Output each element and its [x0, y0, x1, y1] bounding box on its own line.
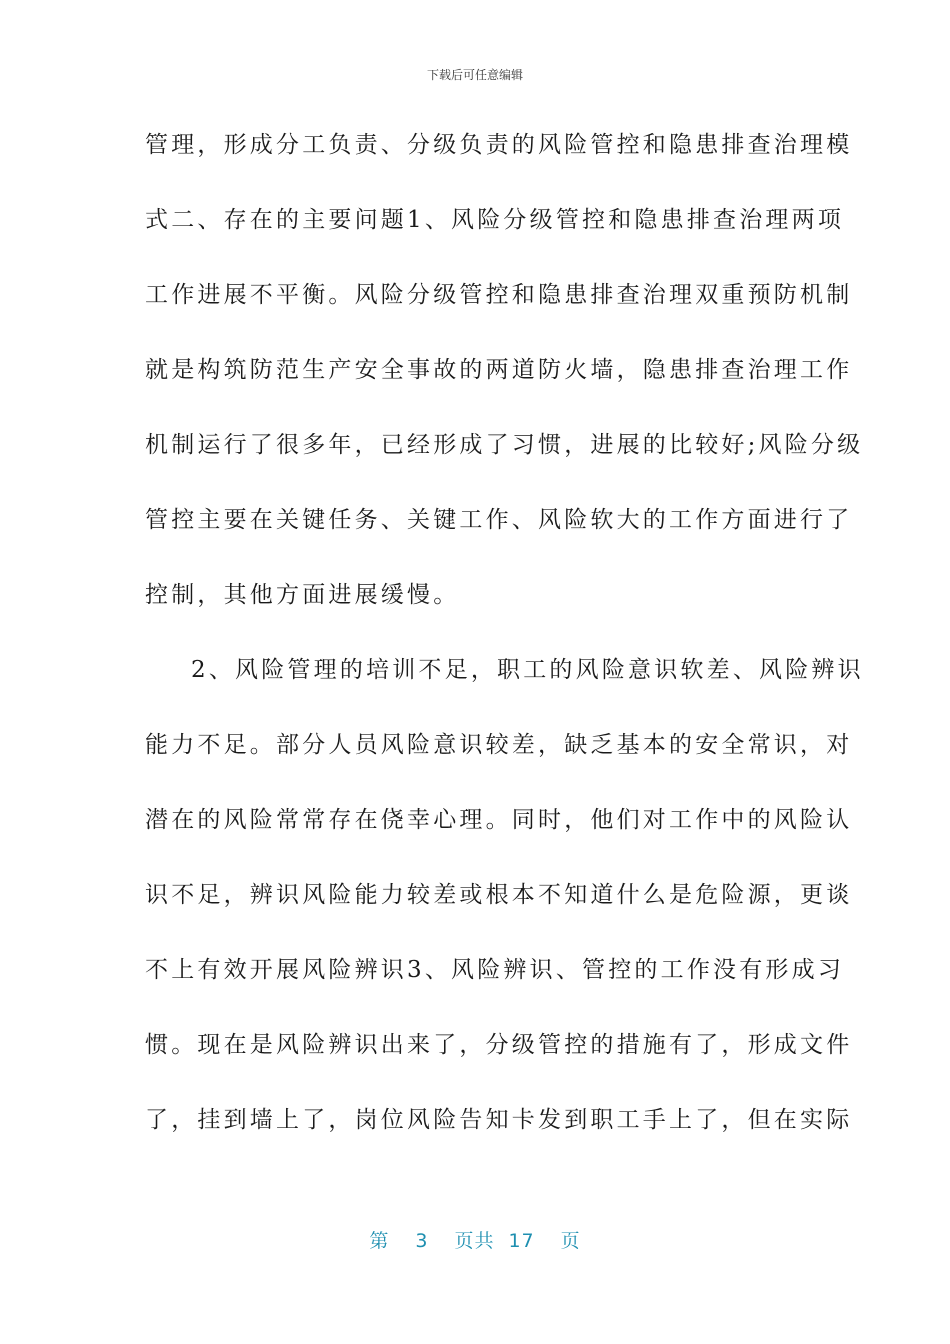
text-line: 了，挂到墙上了，岗位风险告知卡发到职工手上了，但在实际 — [145, 1107, 853, 1133]
text-line: 惯。现在是风险辨识出来了，分级管控的措施有了，形成文件 — [145, 1032, 853, 1058]
text-line: 机制运行了很多年，已经形成了习惯，进展的比较好;风险分级 — [145, 432, 864, 458]
page-header-note: 下载后可任意编辑 — [426, 68, 523, 82]
text-line: 识不足，辨识风险能力较差或根本不知道什么是危险源，更谈 — [145, 882, 853, 908]
text-line: 控制，其他方面进展缓慢。 — [145, 582, 460, 608]
footer-middle: 页共 — [454, 1230, 495, 1252]
text-line: 就是构筑防范生产安全事故的两道防火墙，隐患排查治理工作 — [145, 357, 853, 383]
footer-prefix: 第 — [369, 1230, 390, 1252]
text-line: 能力不足。部分人员风险意识较差，缺乏基本的安全常识，对 — [145, 732, 853, 758]
current-page-number: 3 — [415, 1230, 429, 1252]
text-line: 式二、存在的主要问题1、风险分级管控和隐患排查治理两项 — [145, 207, 845, 233]
text-line: 工作进展不平衡。风险分级管控和隐患排查治理双重预防机制 — [145, 282, 853, 308]
text-line-indented: 2、风险管理的培训不足，职工的风险意识软差、风险辨识 — [191, 657, 864, 683]
page-footer — [0, 1226, 950, 1253]
text-line: 潜在的风险常常存在侥幸心理。同时，他们对工作中的风险认 — [145, 807, 853, 833]
document-body — [145, 118, 864, 1168]
text-line: 管理，形成分工负责、分级负责的风险管控和隐患排查治理模 — [145, 132, 853, 158]
total-pages-number: 17 — [508, 1230, 535, 1252]
text-line: 管控主要在关键任务、关键工作、风险软大的工作方面进行了 — [145, 507, 853, 533]
footer-suffix: 页 — [560, 1230, 581, 1252]
text-line: 不上有效开展风险辨识3、风险辨识、管控的工作没有形成习 — [145, 957, 845, 983]
